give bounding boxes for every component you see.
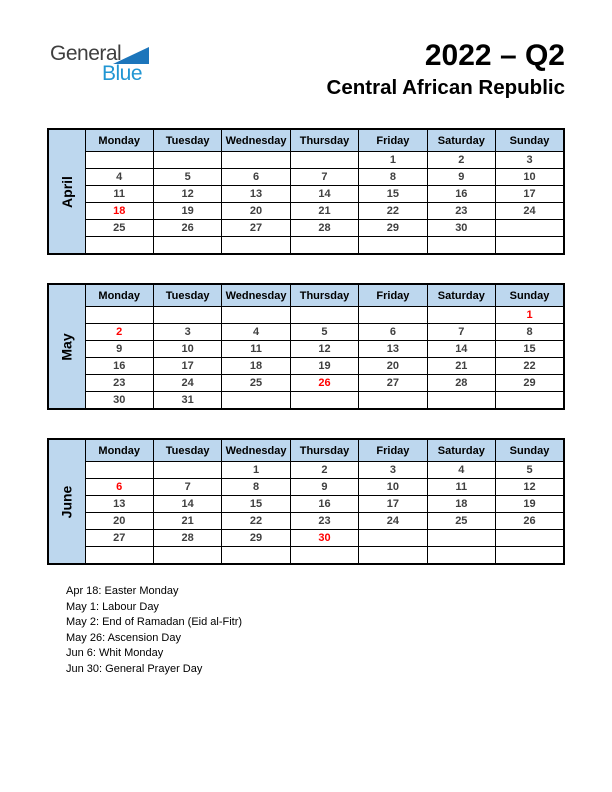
day-cell: 3 [359, 462, 427, 479]
day-header-tuesday: Tuesday [153, 284, 221, 307]
holiday-item: Jun 30: General Prayer Day [66, 662, 203, 675]
day-cell: 1 [222, 462, 290, 479]
empty-day-cell [427, 307, 495, 324]
week-row [48, 375, 564, 392]
day-cell: 21 [153, 513, 221, 530]
empty-day-cell [359, 307, 427, 324]
day-header-wednesday: Wednesday [222, 284, 290, 307]
month-label-cell [48, 129, 85, 254]
holiday-list [66, 584, 242, 678]
empty-day-cell [427, 530, 495, 547]
day-cell: 6 [359, 324, 427, 341]
empty-day-cell [290, 547, 358, 565]
calendar-table-april [47, 128, 565, 255]
day-cell: 25 [85, 220, 153, 237]
empty-day-cell [153, 462, 221, 479]
day-cell: 5 [496, 462, 564, 479]
month-label-cell [48, 439, 85, 564]
week-row [48, 237, 564, 255]
week-row [48, 530, 564, 547]
week-row [48, 358, 564, 375]
day-cell: 16 [85, 358, 153, 375]
day-cell: 8 [222, 479, 290, 496]
day-cell: 15 [222, 496, 290, 513]
day-cell: 24 [496, 203, 564, 220]
week-row [48, 152, 564, 169]
day-header-row [48, 129, 564, 152]
general-blue-logo [50, 42, 170, 92]
empty-day-cell [427, 547, 495, 565]
day-cell: 2 [427, 152, 495, 169]
day-header-thursday: Thursday [290, 284, 358, 307]
day-cell: 16 [427, 186, 495, 203]
empty-day-cell [153, 237, 221, 255]
day-cell: 23 [290, 513, 358, 530]
day-cell: 19 [496, 496, 564, 513]
day-cell: 7 [153, 479, 221, 496]
day-header-friday: Friday [359, 284, 427, 307]
day-cell: 12 [496, 479, 564, 496]
empty-day-cell [222, 152, 290, 169]
day-cell: 27 [359, 375, 427, 392]
day-cell: 21 [427, 358, 495, 375]
holiday-item: May 2: End of Ramadan (Eid al-Fitr) [66, 616, 243, 629]
empty-day-cell [290, 237, 358, 255]
day-cell: 15 [359, 186, 427, 203]
day-cell: 17 [153, 358, 221, 375]
week-row [48, 479, 564, 496]
day-cell: 10 [496, 169, 564, 186]
day-cell: 17 [496, 186, 564, 203]
logo-word-blue: Blue [102, 62, 143, 85]
week-row [48, 169, 564, 186]
day-cell: 17 [359, 496, 427, 513]
day-cell: 28 [427, 375, 495, 392]
day-header-saturday: Saturday [427, 284, 495, 307]
week-row [48, 341, 564, 358]
day-cell: 29 [359, 220, 427, 237]
week-row [48, 220, 564, 237]
day-cell: 20 [222, 203, 290, 220]
empty-day-cell [359, 530, 427, 547]
month-label: April [58, 175, 75, 208]
day-cell: 22 [359, 203, 427, 220]
month-label: May [58, 332, 75, 361]
month-label: June [58, 485, 75, 518]
day-cell: 23 [85, 375, 153, 392]
day-cell: 12 [153, 186, 221, 203]
day-header-sunday: Sunday [496, 284, 564, 307]
day-cell: 10 [359, 479, 427, 496]
day-cell: 30 [85, 392, 153, 410]
day-cell: 4 [85, 169, 153, 186]
day-header-friday: Friday [359, 129, 427, 152]
day-cell: 8 [496, 324, 564, 341]
day-cell: 27 [222, 220, 290, 237]
week-row [48, 513, 564, 530]
week-row [48, 392, 564, 410]
empty-day-cell [85, 547, 153, 565]
day-cell: 14 [290, 186, 358, 203]
day-header-saturday: Saturday [427, 129, 495, 152]
empty-day-cell [85, 152, 153, 169]
day-cell: 20 [85, 513, 153, 530]
day-cell: 13 [85, 496, 153, 513]
holiday-item: May 1: Labour Day [66, 600, 159, 613]
empty-day-cell [85, 462, 153, 479]
day-header-row [48, 284, 564, 307]
empty-day-cell [496, 547, 564, 565]
day-cell: 14 [427, 341, 495, 358]
day-cell: 2 [290, 462, 358, 479]
day-cell: 4 [427, 462, 495, 479]
day-cell: 13 [222, 186, 290, 203]
page-title: 2022 – Q2 [424, 39, 565, 72]
day-cell: 11 [427, 479, 495, 496]
empty-day-cell [359, 392, 427, 410]
day-cell: 15 [496, 341, 564, 358]
day-cell: 30 [290, 530, 358, 547]
day-header-saturday: Saturday [427, 439, 495, 462]
day-header-row [48, 439, 564, 462]
day-cell: 2 [85, 324, 153, 341]
day-cell: 19 [153, 203, 221, 220]
day-header-sunday: Sunday [496, 129, 564, 152]
day-cell: 24 [153, 375, 221, 392]
day-cell: 11 [222, 341, 290, 358]
week-row [48, 186, 564, 203]
week-row [48, 547, 564, 565]
day-cell: 19 [290, 358, 358, 375]
day-cell: 1 [359, 152, 427, 169]
empty-day-cell [290, 307, 358, 324]
empty-day-cell [85, 307, 153, 324]
day-cell: 22 [496, 358, 564, 375]
day-cell: 14 [153, 496, 221, 513]
empty-day-cell [153, 547, 221, 565]
empty-day-cell [496, 392, 564, 410]
day-header-monday: Monday [85, 129, 153, 152]
day-cell: 3 [496, 152, 564, 169]
day-cell: 26 [496, 513, 564, 530]
week-row [48, 307, 564, 324]
empty-day-cell [290, 392, 358, 410]
day-cell: 26 [153, 220, 221, 237]
calendar-table-june [47, 438, 565, 565]
week-row [48, 462, 564, 479]
day-cell: 28 [153, 530, 221, 547]
day-cell: 13 [359, 341, 427, 358]
day-cell: 8 [359, 169, 427, 186]
empty-day-cell [496, 220, 564, 237]
day-cell: 25 [427, 513, 495, 530]
day-cell: 24 [359, 513, 427, 530]
day-cell: 7 [290, 169, 358, 186]
empty-day-cell [496, 530, 564, 547]
empty-day-cell [427, 237, 495, 255]
day-cell: 9 [290, 479, 358, 496]
day-cell: 1 [496, 307, 564, 324]
day-header-sunday: Sunday [496, 439, 564, 462]
day-cell: 18 [85, 203, 153, 220]
empty-day-cell [359, 547, 427, 565]
day-header-wednesday: Wednesday [222, 129, 290, 152]
day-cell: 18 [427, 496, 495, 513]
empty-day-cell [222, 307, 290, 324]
empty-day-cell [427, 392, 495, 410]
header-titles [327, 38, 565, 100]
day-cell: 18 [222, 358, 290, 375]
empty-day-cell [496, 237, 564, 255]
day-cell: 25 [222, 375, 290, 392]
day-cell: 21 [290, 203, 358, 220]
day-cell: 31 [153, 392, 221, 410]
empty-day-cell [359, 237, 427, 255]
day-header-thursday: Thursday [290, 439, 358, 462]
day-cell: 29 [222, 530, 290, 547]
day-header-wednesday: Wednesday [222, 439, 290, 462]
day-cell: 7 [427, 324, 495, 341]
day-cell: 12 [290, 341, 358, 358]
holiday-item: Jun 6: Whit Monday [66, 647, 164, 660]
week-row [48, 203, 564, 220]
day-cell: 22 [222, 513, 290, 530]
day-cell: 29 [496, 375, 564, 392]
day-cell: 11 [85, 186, 153, 203]
day-header-monday: Monday [85, 439, 153, 462]
calendar-table-may [47, 283, 565, 410]
day-cell: 6 [222, 169, 290, 186]
week-row [48, 324, 564, 341]
week-row [48, 496, 564, 513]
day-cell: 10 [153, 341, 221, 358]
day-header-monday: Monday [85, 284, 153, 307]
day-cell: 5 [153, 169, 221, 186]
day-cell: 26 [290, 375, 358, 392]
holiday-item: Apr 18: Easter Monday [66, 585, 179, 597]
empty-day-cell [85, 237, 153, 255]
empty-day-cell [153, 152, 221, 169]
day-cell: 9 [427, 169, 495, 186]
day-header-friday: Friday [359, 439, 427, 462]
empty-day-cell [222, 237, 290, 255]
empty-day-cell [222, 392, 290, 410]
day-cell: 5 [290, 324, 358, 341]
day-cell: 20 [359, 358, 427, 375]
empty-day-cell [222, 547, 290, 565]
day-cell: 27 [85, 530, 153, 547]
day-cell: 9 [85, 341, 153, 358]
day-cell: 28 [290, 220, 358, 237]
day-cell: 16 [290, 496, 358, 513]
page-subtitle: Central African Republic [326, 76, 565, 99]
day-cell: 23 [427, 203, 495, 220]
day-header-tuesday: Tuesday [153, 439, 221, 462]
day-cell: 3 [153, 324, 221, 341]
day-cell: 4 [222, 324, 290, 341]
day-header-thursday: Thursday [290, 129, 358, 152]
day-cell: 6 [85, 479, 153, 496]
day-cell: 30 [427, 220, 495, 237]
holiday-item: May 26: Ascension Day [66, 631, 181, 644]
day-header-tuesday: Tuesday [153, 129, 221, 152]
empty-day-cell [153, 307, 221, 324]
month-label-cell [48, 284, 85, 409]
logo-word-general: General [50, 42, 122, 65]
empty-day-cell [290, 152, 358, 169]
